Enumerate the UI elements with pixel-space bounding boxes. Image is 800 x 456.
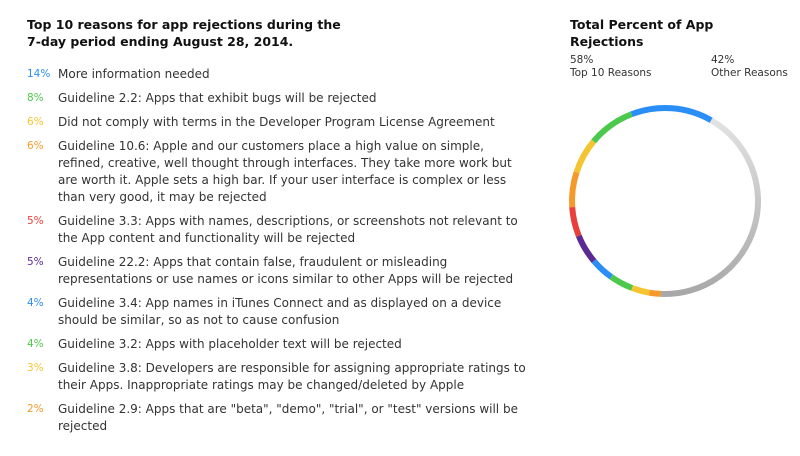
- reasons-heading: Top 10 reasons for app rejections during the 7-day period ending August 28, 2014.: [27, 17, 341, 49]
- legend-top10: [570, 54, 652, 80]
- donut-slice: [594, 261, 611, 277]
- donut-slice: [631, 108, 711, 120]
- reason-item: [27, 336, 527, 353]
- reasons-list: [27, 66, 527, 435]
- legend-other-label: Other Reasons: [711, 67, 788, 79]
- reason-percent: 8%: [27, 92, 44, 104]
- legend-other-value: 42%: [711, 54, 735, 66]
- reason-item: [27, 90, 527, 107]
- reason-text: Guideline 10.6: Apple and our customers place a high value on simple, refined, creative, well thought through interfaces. They take more work but are worth it. Apple sets a high bar. If your user interface is complex or less than very good, it may be rejected: [58, 139, 512, 204]
- donut-slice: [577, 141, 594, 172]
- reason-item: [27, 401, 527, 435]
- reason-item: [27, 295, 527, 329]
- donut-slice: [572, 207, 579, 236]
- reason-percent: 6%: [27, 140, 44, 152]
- donut-slice: [632, 288, 649, 293]
- reason-item: [27, 66, 527, 83]
- reason-text: Guideline 3.8: Developers are responsible for assigning appropriate ratings to their Apps. Inappropriate ratings may be changed/deleted by Apple: [58, 361, 526, 392]
- reason-text: Did not comply with terms in the Developer Program License Agreement: [58, 115, 495, 129]
- legend-other: [711, 54, 788, 80]
- reason-percent: 6%: [27, 116, 44, 128]
- reason-item: [27, 360, 527, 394]
- reason-percent: 3%: [27, 362, 44, 374]
- donut-chart: [560, 96, 790, 326]
- donut-slice: [611, 277, 632, 288]
- reason-text: More information needed: [58, 67, 210, 81]
- reason-text: Guideline 3.3: Apps with names, descriptions, or screenshots not relevant to the App content and functionality will be rejected: [58, 214, 518, 245]
- donut-slice-other: [661, 120, 758, 294]
- reason-text: Guideline 3.2: Apps with placeholder text will be rejected: [58, 337, 402, 351]
- chart-title: Total Percent of App Rejections: [570, 17, 714, 49]
- reason-percent: 4%: [27, 338, 44, 350]
- reason-item: [27, 114, 527, 131]
- reasons-panel: [27, 16, 527, 442]
- reason-percent: 5%: [27, 215, 44, 227]
- reason-text: Guideline 2.9: Apps that are "beta", "demo", "trial", or "test" versions will be rejected: [58, 402, 518, 433]
- reason-text: Guideline 22.2: Apps that contain false, fraudulent or misleading representations or use names or icons similar to other Apps will be rejected: [58, 255, 514, 286]
- reason-percent: 14%: [27, 68, 51, 80]
- reason-item: [27, 254, 527, 288]
- reason-percent: 2%: [27, 403, 44, 415]
- donut-slice: [594, 114, 632, 141]
- donut-slice: [579, 236, 594, 261]
- legend-top10-label: Top 10 Reasons: [570, 67, 652, 79]
- donut-slice: [572, 172, 577, 207]
- reason-item: [27, 138, 527, 206]
- reason-item: [27, 213, 527, 247]
- reason-percent: 5%: [27, 256, 44, 268]
- chart-panel: [560, 16, 790, 79]
- legend-top10-value: 58%: [570, 54, 594, 66]
- donut-slice: [649, 293, 661, 294]
- reason-text: Guideline 3.4: App names in iTunes Connect and as displayed on a device should be similar, so as not to cause confusion: [58, 296, 502, 327]
- reason-text: Guideline 2.2: Apps that exhibit bugs will be rejected: [58, 91, 377, 105]
- reason-percent: 4%: [27, 297, 44, 309]
